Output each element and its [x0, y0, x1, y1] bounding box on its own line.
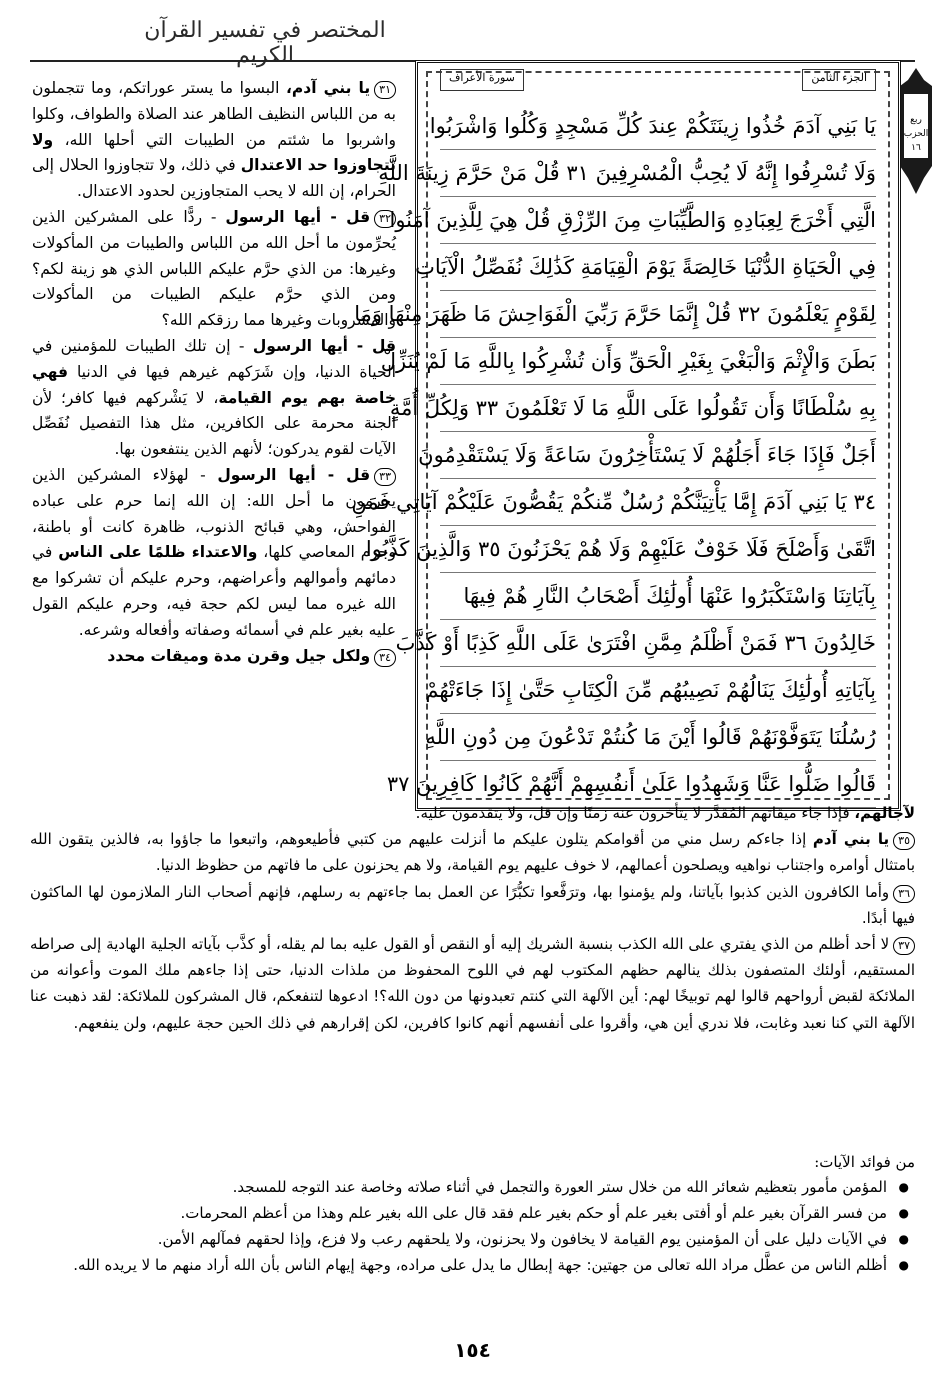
juz-label: الجزء الثامن: [802, 69, 876, 91]
tafsir-paragraph: [32, 463, 396, 644]
hizb-quarter-ornament: [896, 66, 936, 196]
verse-number-badge: ٣٧: [893, 937, 915, 955]
tafsir-paragraph: [30, 931, 915, 1036]
tafsir-lead: ولكل جيل وقرن مدة وميقات محدد: [107, 646, 371, 665]
quran-line: بِآيَاتِهِ أُولَٰئِكَ يَنَالُهُمْ نَصِيبُهُم مِّنَ الْكِتَابِ حَتَّىٰ إِذَا جَاءَتْهُمْ: [440, 667, 876, 714]
tafsir-paragraph: [32, 644, 396, 670]
tafsir-emphasis: ولا تتجاوزوا حد الاعتدال: [32, 130, 396, 175]
quran-line: خَالِدُونَ ٣٦ فَمَنْ أَظْلَمُ مِمَّنِ افْتَرَىٰ عَلَى اللَّهِ كَذِبًا أَوْ كَذَّبَ: [440, 620, 876, 667]
benefit-item: ● المؤمن مأمور بتعظيم شعائر الله من خلال ستر العورة والتجمل في أثناء صلاته وخاصة عند التوجه للمسجد.: [30, 1174, 915, 1200]
frame-header: [440, 69, 876, 91]
benefit-item: ● في الآيات دليل على أن المؤمنين يوم القيامة لا يخافون ولا يحزنون، ولا يلحقهم رعب ولا فزع، وإذا لحقهم فمآلهم الأمن.: [30, 1226, 915, 1252]
tafsir-text: لا أحد أظلم من الذي يفتري على الله الكذب بنسبة الشريك إليه أو النقص أو القول عليه بما لم يقله، أو كذَّب بآياته الجلية الهادية إلى صراطه المستقيم، أولئك المتصفون بذلك ينالهم حظهم المكتوب لهم في اللوح المحفوظ من ملذات الدنيا، حتى إذا جاءهم ملك الموت وأعوانه من الملائكة لقبض أرواحهم قالوا لهم توبيخًا لهم: أين الآلهة التي كنتم تعبدونها من دون الله؟! ادعوها لتنفعكم، قال المشركون للملائكة: لقد ذهبت عنا الآلهة التي كنا نعبد وغابت، فلا ندري أين هي، وأقروا على أنفسهم أنهم كانوا كافرين، لكن إقرارهم في ذلك الحين حجة عليهم، ولن ينفعهم.: [30, 935, 915, 1032]
verse-number-badge: ٣٤: [374, 649, 396, 667]
quran-line: بَطَنَ وَالْإِثْمَ وَالْبَغْيَ بِغَيْرِ الْحَقِّ وَأَن تُشْرِكُوا بِاللَّهِ مَا لَمْ يُنَزِّلْ: [440, 338, 876, 385]
verse-number-badge: ٣٥: [893, 832, 915, 850]
quran-line: ٣٤ يَا بَنِي آدَمَ إِمَّا يَأْتِيَنَّكُمْ رُسُلٌ مِّنكُمْ يَقُصُّونَ عَلَيْكُمْ آيَاتِي فَمَنِ: [440, 479, 876, 526]
tafsir-text: في دمائهم وأموالهم وأعراضهم، وحرم عليكم أن تشركوا مع الله غيره مما ليس لكم حجة فيه، وحرم عليكم القول عليه بغير علم في أسمائه وصفاته وأفعاله وشرعه.: [32, 543, 396, 639]
tafsir-lead: لآجالهم،: [854, 804, 915, 822]
tafsir-text: - ردًّا على المشركين الذين يُحرِّمون ما أحل الله من اللباس والطيبات من المأكولات وغيرها: من الذي حرَّم عليكم اللباس الذي هو زينة لكم؟ ومن الذي حرَّم عليكم الطيبات من المأكولات والمشروبات وغيرها مما رزقكم الله؟: [32, 207, 396, 330]
quran-line: أَجَلٌ فَإِذَا جَاءَ أَجَلُهُمْ لَا يَسْتَأْخِرُونَ سَاعَةً وَلَا يَسْتَقْدِمُونَ: [440, 432, 876, 479]
tafsir-emphasis: فهي خاصة بهم يوم القيامة: [32, 362, 396, 407]
benefits-title: من فوائد الآيات:: [814, 1153, 915, 1171]
quran-line: الَّتِي أَخْرَجَ لِعِبَادِهِ وَالطَّيِّبَاتِ مِنَ الرِّزْقِ قُلْ هِيَ لِلَّذِينَ آمَنُوا: [440, 197, 876, 244]
tafsir-text: إذا جاءكم رسل مني من أقوامكم يتلون عليكم ما أنزلت عليهم من كتبي فأطيعوهم، واتبعوا ما جاؤوا به، فالذين يتقون الله بامتثال أوامره واجتناب نواهيه ويصلحون أعمالهم، لا خوف عليهم يوم القيامة، ولا هم يحزنون على ما فاتهم من حظوظ الدنيا.: [30, 830, 915, 875]
tafsir-text: وأما الكافرون الذين كذبوا بآياتنا، ولم يؤمنوا بها، وترَفَّعوا تكبُّرًا عن العمل بما جاءتهم به رسلهم، فإنهم أصحاب النار الملازمون لها الماكثون فيها أبدًا.: [30, 882, 915, 927]
verse-number-badge: ٣١: [374, 81, 396, 99]
tafsir-text: - لهؤلاء المشركين الذين يحرمون ما أحل الله: إن الله إنما حرم على عباده الفواحش، وهي قبائح الذنوب، ظاهرة كانت أو باطنة، وحرم المعاصي كلها،: [32, 465, 396, 562]
surah-label: سورة الأعراف: [440, 69, 524, 91]
quran-line: بِهِ سُلْطَانًا وَأَن تَقُولُوا عَلَى اللَّهِ مَا لَا تَعْلَمُونَ ٣٣ وَلِكُلِّ أُمَّةٍ: [440, 385, 876, 432]
verse-number-badge: ٣٢: [374, 210, 396, 228]
tafsir-paragraph: [32, 76, 396, 205]
tafsir-lead: قل - أيها الرسول: [252, 336, 397, 355]
tafsir-paragraph: [30, 800, 915, 826]
tafsir-emphasis: والاعتداء ظلمًا على الناس: [58, 543, 258, 562]
tafsir-lead: يا بني آدم: [812, 830, 890, 849]
quran-verses: [351, 103, 876, 808]
tafsir-paragraph: [32, 334, 396, 463]
quran-line: لِقَوْمٍ يَعْلَمُونَ ٣٢ قُلْ إِنَّمَا حَرَّمَ رَبِّيَ الْفَوَاحِشَ مَا ظَهَرَ مِنْهَا وَمَا: [440, 291, 876, 338]
tafsir-text: فإذا جاء ميقاتهم المُقدَّر لا يتأخرون عنه زمنًا وإن قل، ولا يتقدمون عليه.: [415, 804, 855, 822]
quran-line: رُسُلُنَا يَتَوَفَّوْنَهُمْ قَالُوا أَيْنَ مَا كُنتُمْ تَدْعُونَ مِن دُونِ اللَّهِ: [440, 714, 876, 761]
tafsir-lead: يا بني آدم،: [286, 79, 371, 97]
quran-line: يَا بَنِي آدَمَ خُذُوا زِينَتَكُمْ عِندَ كُلِّ مَسْجِدٍ وَكُلُوا وَاشْرَبُوا: [440, 103, 876, 150]
tafsir-text: البسوا ما يستر عوراتكم، وما تتجملون به من اللباس النظيف الطاهر عند الصلاة والطواف، وكلوا واشربوا ما شئتم من الطيبات التي أحلها الله،: [32, 79, 396, 149]
svg-text:ربع: ربع: [910, 115, 922, 125]
tafsir-lead: قل - أيها الرسول: [217, 465, 371, 484]
tafsir-text: في ذلك، ولا تتجاوزوا الحلال إلى الحرام، إن الله لا يحب المتجاوزين لحدود الاعتدال.: [32, 156, 396, 201]
tafsir-side-column: [32, 76, 396, 669]
quran-text-frame: [351, 60, 901, 811]
quran-line: فِي الْحَيَاةِ الدُّنْيَا خَالِصَةً يَوْمَ الْقِيَامَةِ كَذَٰلِكَ نُفَصِّلُ الْآيَاتِ: [440, 244, 876, 291]
benefit-item: ● من فسر القرآن بغير علم أو أفتى بغير علم أو حكم بغير علم فقد قال على الله بغير علم وهذا من أعظم المحرمات.: [30, 1200, 915, 1226]
benefits-list: [30, 1174, 915, 1278]
quran-line: وَلَا تُسْرِفُوا إِنَّهُ لَا يُحِبُّ الْمُسْرِفِينَ ٣١ قُلْ مَنْ حَرَّمَ زِينَةَ اللَّهِ: [440, 150, 876, 197]
tafsir-full-width: [30, 800, 915, 1036]
quran-line: قَالُوا ضَلُّوا عَنَّا وَشَهِدُوا عَلَىٰ أَنفُسِهِمْ أَنَّهُمْ كَانُوا كَافِرِينَ ٣٧: [440, 761, 876, 808]
svg-text:الحزب: الحزب: [903, 129, 929, 139]
benefit-item: ● أظلم الناس من عطَّل مراد الله تعالى من جهتين: جهة إبطال ما يدل على مراده، وجهة إيهام الناس بأن الله أراد منهم ما لا يريده الله.: [30, 1252, 915, 1278]
quran-line: بِآيَاتِنَا وَاسْتَكْبَرُوا عَنْهَا أُولَٰئِكَ أَصْحَابُ النَّارِ هُمْ فِيهَا: [440, 573, 876, 620]
tafsir-paragraph: [30, 826, 915, 878]
tafsir-lead: قل - أيها الرسول: [225, 207, 371, 226]
quran-line: اتَّقَىٰ وَأَصْلَحَ فَلَا خَوْفٌ عَلَيْهِمْ وَلَا هُمْ يَحْزَنُونَ ٣٥ وَالَّذِينَ كَذَّبُوا: [440, 526, 876, 573]
page-header-title: المختصر في تفسير القرآن الكريم: [144, 18, 386, 68]
tafsir-text: ، لا يَشْركهم فيها كافر؛ لأن الجنة محرمة على الكافرين، مثل هذا التفصيل نُفَصِّل الآيات لقوم يدركون؛ لأنهم الذين ينتفعون بها.: [32, 388, 396, 459]
verse-number-badge: ٣٣: [374, 468, 396, 486]
tafsir-paragraph: [32, 205, 396, 334]
verse-number-badge: ٣٦: [893, 885, 915, 903]
page-number: ١٥٤: [454, 1338, 491, 1362]
tafsir-paragraph: [30, 879, 915, 931]
svg-text:١٦: ١٦: [911, 143, 921, 153]
tafsir-text: - إن تلك الطيبات للمؤمنين في الحياة الدنيا، وإن شَرَكهم غيرهم فيها في الدنيا: [32, 336, 396, 381]
